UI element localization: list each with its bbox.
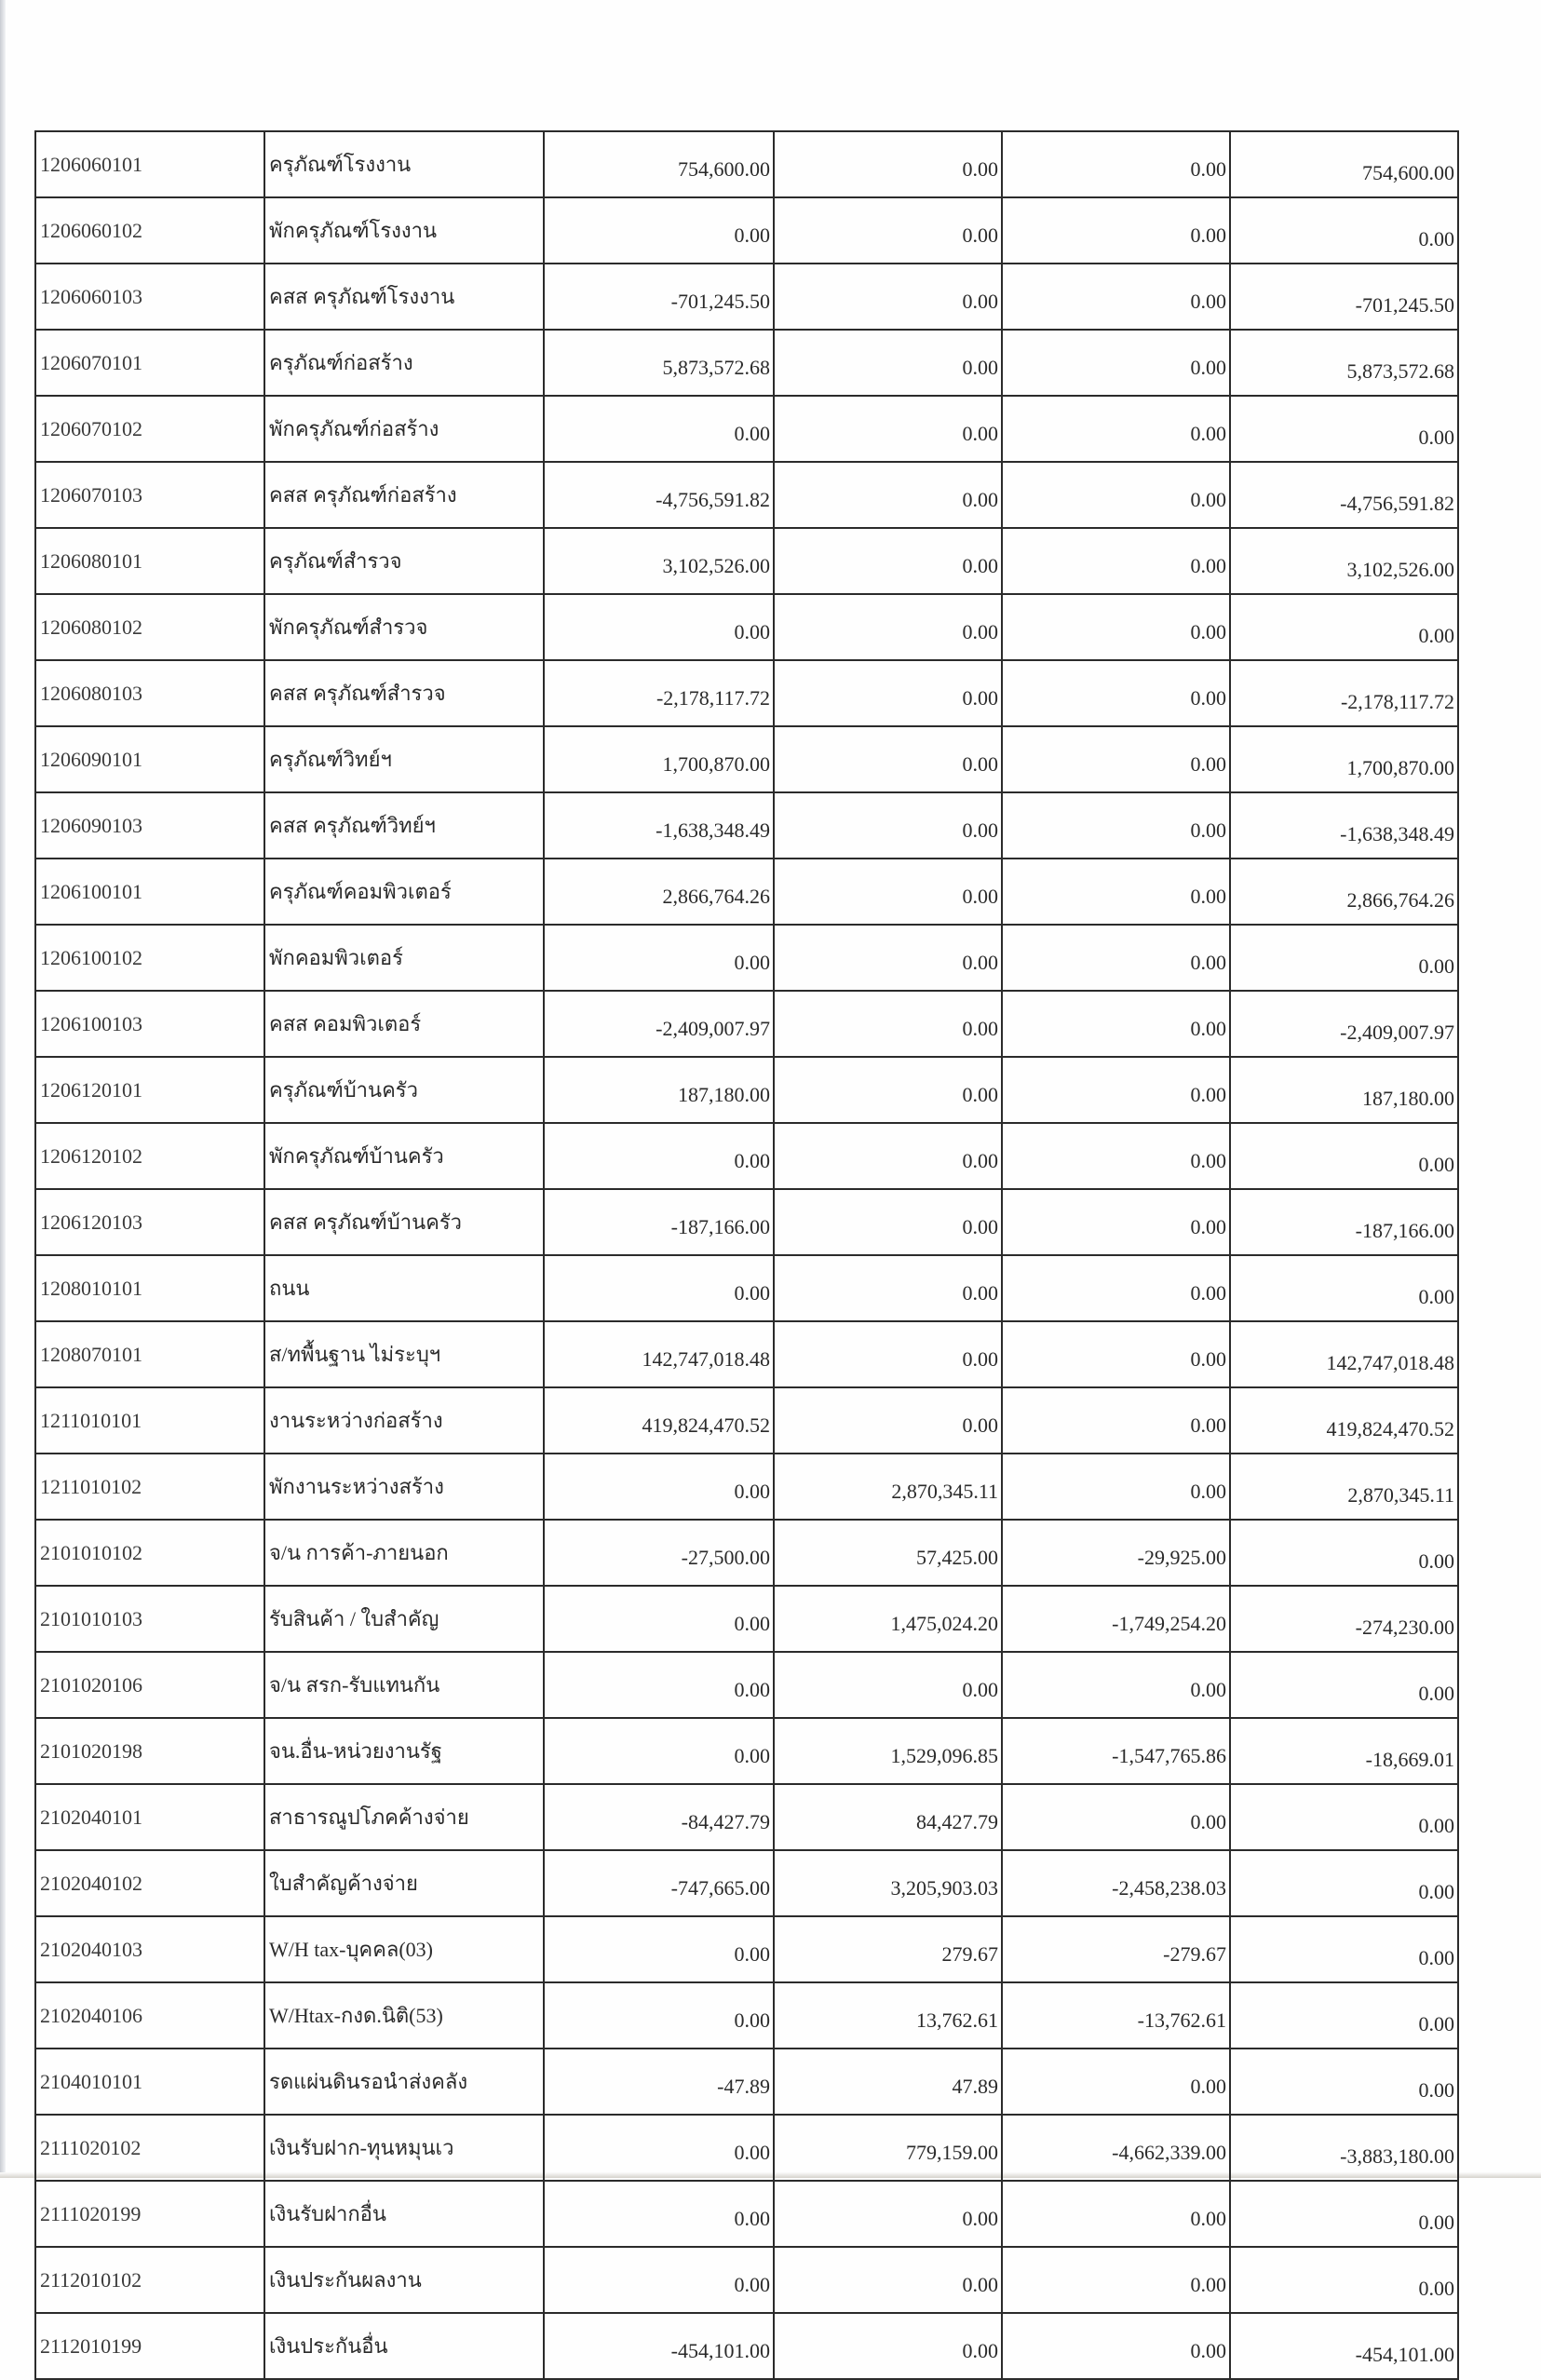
debit-cell: 0.00 [774,197,1002,264]
account-code-cell: 2104010101 [35,2049,264,2115]
credit-cell: 0.00 [1002,1321,1230,1387]
credit-cell: 0.00 [1002,1454,1230,1520]
closing-balance-cell: 0.00 [1230,925,1458,991]
credit-cell: 0.00 [1002,330,1230,396]
account-name-cell: W/H tax-บุคคล(03) [264,1916,544,1982]
table-row [35,1982,1458,2049]
credit-cell: 0.00 [1002,2247,1230,2313]
table-row [35,264,1458,330]
credit-cell: 0.00 [1002,1784,1230,1850]
opening-balance-cell: 0.00 [544,1255,774,1321]
closing-balance-cell: -18,669.01 [1230,1718,1458,1784]
account-name-cell: เงินรับฝาก-ทุนหมุนเว [264,2115,544,2181]
table-row [35,131,1458,197]
closing-balance-cell: 0.00 [1230,1982,1458,2049]
debit-cell: 0.00 [774,1189,1002,1255]
account-code-cell: 2102040103 [35,1916,264,1982]
credit-cell: 0.00 [1002,1387,1230,1454]
opening-balance-cell: -1,638,348.49 [544,792,774,859]
table-row [35,1255,1458,1321]
table-row [35,1718,1458,1784]
credit-cell: 0.00 [1002,1057,1230,1123]
account-code-cell: 2111020199 [35,2181,264,2247]
table-row [35,1586,1458,1652]
opening-balance-cell: 0.00 [544,1586,774,1652]
table-row [35,462,1458,528]
account-code-cell: 1206080103 [35,660,264,726]
opening-balance-cell: 0.00 [544,1916,774,1982]
closing-balance-cell: 5,873,572.68 [1230,330,1458,396]
account-name-cell: ครุภัณฑ์ก่อสร้าง [264,330,544,396]
table-row [35,1321,1458,1387]
table-row [35,2181,1458,2247]
debit-cell: 84,427.79 [774,1784,1002,1850]
account-name-cell: พักครุภัณฑ์บ้านครัว [264,1123,544,1189]
opening-balance-cell: 0.00 [544,1123,774,1189]
closing-balance-cell: -187,166.00 [1230,1189,1458,1255]
debit-cell: 0.00 [774,1321,1002,1387]
debit-cell: 3,205,903.03 [774,1850,1002,1916]
debit-cell: 0.00 [774,1387,1002,1454]
table-row [35,396,1458,462]
debit-cell: 779,159.00 [774,2115,1002,2181]
account-code-cell: 1208070101 [35,1321,264,1387]
table-row [35,1123,1458,1189]
closing-balance-cell: 187,180.00 [1230,1057,1458,1123]
account-name-cell: ใบสำคัญค้างจ่าย [264,1850,544,1916]
debit-cell: 0.00 [774,131,1002,197]
opening-balance-cell: 0.00 [544,197,774,264]
account-name-cell: ครุภัณฑ์บ้านครัว [264,1057,544,1123]
table-row [35,594,1458,660]
debit-cell: 0.00 [774,2181,1002,2247]
closing-balance-cell: 0.00 [1230,1255,1458,1321]
table-row [35,1520,1458,1586]
closing-balance-cell: 0.00 [1230,2049,1458,2115]
account-code-cell: 1206090103 [35,792,264,859]
credit-cell: -29,925.00 [1002,1520,1230,1586]
opening-balance-cell: 0.00 [544,594,774,660]
closing-balance-cell: -4,756,591.82 [1230,462,1458,528]
closing-balance-cell: 0.00 [1230,396,1458,462]
table-row [35,330,1458,396]
account-code-cell: 1206060102 [35,197,264,264]
account-code-cell: 1206070103 [35,462,264,528]
account-code-cell: 1206060103 [35,264,264,330]
closing-balance-cell: 1,700,870.00 [1230,726,1458,792]
opening-balance-cell: 0.00 [544,925,774,991]
credit-cell: 0.00 [1002,131,1230,197]
table-row [35,1189,1458,1255]
account-name-cell: เงินประกันผลงาน [264,2247,544,2313]
credit-cell: 0.00 [1002,2049,1230,2115]
credit-cell: 0.00 [1002,264,1230,330]
account-name-cell: คสส ครุภัณฑ์บ้านครัว [264,1189,544,1255]
credit-cell: -1,547,765.86 [1002,1718,1230,1784]
debit-cell: 0.00 [774,396,1002,462]
debit-cell: 0.00 [774,1123,1002,1189]
credit-cell: -2,458,238.03 [1002,1850,1230,1916]
account-code-cell: 1206120102 [35,1123,264,1189]
debit-cell: 1,529,096.85 [774,1718,1002,1784]
closing-balance-cell: 754,600.00 [1230,131,1458,197]
credit-cell: 0.00 [1002,1255,1230,1321]
account-code-cell: 1211010101 [35,1387,264,1454]
table-row [35,925,1458,991]
opening-balance-cell: 3,102,526.00 [544,528,774,594]
credit-cell: 0.00 [1002,925,1230,991]
credit-cell: 0.00 [1002,396,1230,462]
account-code-cell: 1206120101 [35,1057,264,1123]
credit-cell: 0.00 [1002,1189,1230,1255]
debit-cell: 0.00 [774,726,1002,792]
closing-balance-cell: -701,245.50 [1230,264,1458,330]
account-code-cell: 1206090101 [35,726,264,792]
account-name-cell: เงินประกันอื่น [264,2313,544,2379]
debit-cell: 0.00 [774,528,1002,594]
table-row [35,2313,1458,2379]
account-name-cell: พักครุภัณฑ์สำรวจ [264,594,544,660]
account-code-cell: 1206100101 [35,859,264,925]
opening-balance-cell: 419,824,470.52 [544,1387,774,1454]
debit-cell: 13,762.61 [774,1982,1002,2049]
debit-cell: 0.00 [774,2247,1002,2313]
account-code-cell: 2111020102 [35,2115,264,2181]
opening-balance-cell: -747,665.00 [544,1850,774,1916]
closing-balance-cell: -2,178,117.72 [1230,660,1458,726]
debit-cell: 279.67 [774,1916,1002,1982]
account-name-cell: คสส ครุภัณฑ์ก่อสร้าง [264,462,544,528]
table-row [35,528,1458,594]
credit-cell: -13,762.61 [1002,1982,1230,2049]
account-code-cell: 2102040102 [35,1850,264,1916]
debit-cell: 0.00 [774,2313,1002,2379]
account-code-cell: 2112010102 [35,2247,264,2313]
opening-balance-cell: -2,178,117.72 [544,660,774,726]
opening-balance-cell: -47.89 [544,2049,774,2115]
account-code-cell: 1206080102 [35,594,264,660]
account-name-cell: คสส ครุภัณฑ์วิทย์ฯ [264,792,544,859]
account-name-cell: พักงานระหว่างสร้าง [264,1454,544,1520]
opening-balance-cell: -2,409,007.97 [544,991,774,1057]
debit-cell: 0.00 [774,594,1002,660]
account-name-cell: คสส คอมพิวเตอร์ [264,991,544,1057]
debit-cell: 57,425.00 [774,1520,1002,1586]
table-row [35,1784,1458,1850]
credit-cell: 0.00 [1002,2313,1230,2379]
closing-balance-cell: 2,870,345.11 [1230,1454,1458,1520]
account-code-cell: 1206060101 [35,131,264,197]
account-code-cell: 2112010199 [35,2313,264,2379]
opening-balance-cell: 187,180.00 [544,1057,774,1123]
account-name-cell: ครุภัณฑ์วิทย์ฯ [264,726,544,792]
opening-balance-cell: 754,600.00 [544,131,774,197]
table-row [35,2049,1458,2115]
opening-balance-cell: -701,245.50 [544,264,774,330]
table-row [35,660,1458,726]
account-name-cell: พักคอมพิวเตอร์ [264,925,544,991]
account-code-cell: 2102040106 [35,1982,264,2049]
closing-balance-cell: 3,102,526.00 [1230,528,1458,594]
credit-cell: -4,662,339.00 [1002,2115,1230,2181]
account-code-cell: 1206070101 [35,330,264,396]
table-row [35,1652,1458,1718]
credit-cell: 0.00 [1002,991,1230,1057]
closing-balance-cell: 0.00 [1230,1652,1458,1718]
account-name-cell: ถนน [264,1255,544,1321]
closing-balance-cell: 0.00 [1230,1123,1458,1189]
opening-balance-cell: -4,756,591.82 [544,462,774,528]
table-row [35,726,1458,792]
debit-cell: 0.00 [774,660,1002,726]
table-row [35,859,1458,925]
debit-cell: 0.00 [774,925,1002,991]
account-name-cell: คสส ครุภัณฑ์สำรวจ [264,660,544,726]
table-row [35,991,1458,1057]
table-body [35,131,1458,2379]
debit-cell: 0.00 [774,1255,1002,1321]
account-code-cell: 2102040101 [35,1784,264,1850]
opening-balance-cell: 1,700,870.00 [544,726,774,792]
account-code-cell: 1206100103 [35,991,264,1057]
account-name-cell: สาธารณูปโภคค้างจ่าย [264,1784,544,1850]
opening-balance-cell: 2,866,764.26 [544,859,774,925]
account-name-cell: ครุภัณฑ์โรงงาน [264,131,544,197]
debit-cell: 0.00 [774,330,1002,396]
account-name-cell: คสส ครุภัณฑ์โรงงาน [264,264,544,330]
debit-cell: 1,475,024.20 [774,1586,1002,1652]
credit-cell: 0.00 [1002,792,1230,859]
scan-page-edge [0,0,6,2178]
closing-balance-cell: -2,409,007.97 [1230,991,1458,1057]
closing-balance-cell: 0.00 [1230,2181,1458,2247]
closing-balance-cell: 0.00 [1230,1850,1458,1916]
account-code-cell: 2101010102 [35,1520,264,1586]
account-code-cell: 1206100102 [35,925,264,991]
account-name-cell: รดแผ่นดินรอนำส่งคลัง [264,2049,544,2115]
closing-balance-cell: 0.00 [1230,197,1458,264]
closing-balance-cell: -1,638,348.49 [1230,792,1458,859]
debit-cell: 0.00 [774,991,1002,1057]
debit-cell: 0.00 [774,1652,1002,1718]
opening-balance-cell: 142,747,018.48 [544,1321,774,1387]
closing-balance-cell: 419,824,470.52 [1230,1387,1458,1454]
opening-balance-cell: 0.00 [544,2247,774,2313]
table-row [35,197,1458,264]
credit-cell: 0.00 [1002,528,1230,594]
account-name-cell: ส/ทพื้นฐาน ไม่ระบุฯ [264,1321,544,1387]
debit-cell: 0.00 [774,264,1002,330]
account-name-cell: พักครุภัณฑ์ก่อสร้าง [264,396,544,462]
closing-balance-cell: 0.00 [1230,1916,1458,1982]
debit-cell: 2,870,345.11 [774,1454,1002,1520]
account-name-cell: งานระหว่างก่อสร้าง [264,1387,544,1454]
account-code-cell: 2101020106 [35,1652,264,1718]
table-row [35,2247,1458,2313]
opening-balance-cell: 0.00 [544,2115,774,2181]
account-code-cell: 1211010102 [35,1454,264,1520]
opening-balance-cell: -84,427.79 [544,1784,774,1850]
credit-cell: 0.00 [1002,1123,1230,1189]
account-name-cell: เงินรับฝากอื่น [264,2181,544,2247]
credit-cell: 0.00 [1002,859,1230,925]
closing-balance-cell: 0.00 [1230,1784,1458,1850]
debit-cell: 0.00 [774,1057,1002,1123]
table-row [35,1916,1458,1982]
opening-balance-cell: 0.00 [544,1718,774,1784]
credit-cell: 0.00 [1002,1652,1230,1718]
closing-balance-cell: -3,883,180.00 [1230,2115,1458,2181]
closing-balance-cell: -454,101.00 [1230,2313,1458,2379]
credit-cell: 0.00 [1002,462,1230,528]
account-balance-table [34,130,1459,2380]
table-row [35,2115,1458,2181]
opening-balance-cell: 0.00 [544,1454,774,1520]
credit-cell: 0.00 [1002,594,1230,660]
debit-cell: 47.89 [774,2049,1002,2115]
account-name-cell: จ/น การค้า-ภายนอก [264,1520,544,1586]
account-name-cell: พักครุภัณฑ์โรงงาน [264,197,544,264]
table-row [35,792,1458,859]
opening-balance-cell: 0.00 [544,2181,774,2247]
opening-balance-cell: 0.00 [544,1652,774,1718]
account-code-cell: 1208010101 [35,1255,264,1321]
account-code-cell: 1206080101 [35,528,264,594]
table-row [35,1057,1458,1123]
credit-cell: 0.00 [1002,660,1230,726]
debit-cell: 0.00 [774,462,1002,528]
account-code-cell: 2101020198 [35,1718,264,1784]
credit-cell: 0.00 [1002,726,1230,792]
account-name-cell: ครุภัณฑ์คอมพิวเตอร์ [264,859,544,925]
table-row [35,1387,1458,1454]
credit-cell: -279.67 [1002,1916,1230,1982]
opening-balance-cell: 0.00 [544,1982,774,2049]
credit-cell: 0.00 [1002,2181,1230,2247]
closing-balance-cell: 142,747,018.48 [1230,1321,1458,1387]
account-code-cell: 2101010103 [35,1586,264,1652]
account-code-cell: 1206070102 [35,396,264,462]
closing-balance-cell: -274,230.00 [1230,1586,1458,1652]
account-name-cell: จ/น สรก-รับแทนกัน [264,1652,544,1718]
account-name-cell: ครุภัณฑ์สำรวจ [264,528,544,594]
credit-cell: -1,749,254.20 [1002,1586,1230,1652]
opening-balance-cell: -27,500.00 [544,1520,774,1586]
opening-balance-cell: -187,166.00 [544,1189,774,1255]
account-name-cell: จน.อื่น-หน่วยงานรัฐ [264,1718,544,1784]
table-row [35,1454,1458,1520]
opening-balance-cell: 0.00 [544,396,774,462]
account-name-cell: W/Htax-กงด.นิติ(53) [264,1982,544,2049]
closing-balance-cell: 0.00 [1230,594,1458,660]
closing-balance-cell: 0.00 [1230,2247,1458,2313]
table-row [35,1850,1458,1916]
opening-balance-cell: 5,873,572.68 [544,330,774,396]
credit-cell: 0.00 [1002,197,1230,264]
closing-balance-cell: 0.00 [1230,1520,1458,1586]
debit-cell: 0.00 [774,859,1002,925]
closing-balance-cell: 2,866,764.26 [1230,859,1458,925]
account-code-cell: 1206120103 [35,1189,264,1255]
opening-balance-cell: -454,101.00 [544,2313,774,2379]
debit-cell: 0.00 [774,792,1002,859]
account-name-cell: รับสินค้า / ใบสำคัญ [264,1586,544,1652]
